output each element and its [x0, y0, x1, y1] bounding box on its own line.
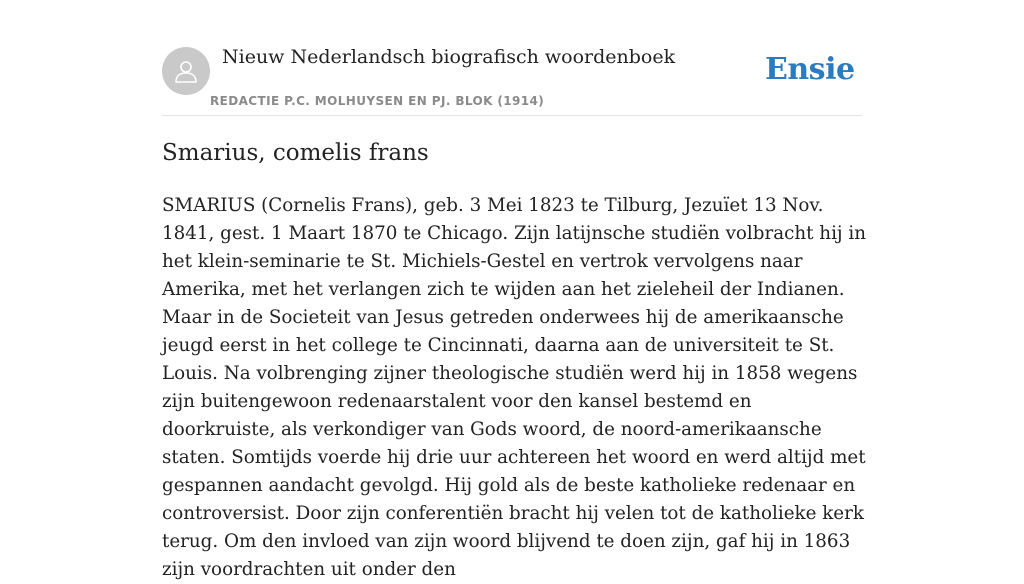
user-icon	[172, 57, 200, 85]
header-divider	[162, 115, 862, 116]
source-subtitle: REDACTIE P.C. MOLHUYSEN EN PJ. BLOK (1914)	[210, 94, 545, 108]
entry-body: SMARIUS (Cornelis Frans), geb. 3 Mei 1823 te Tilburg, Jezuïet 13 Nov. 1841, gest. 1 Maart 1870 te Chicago. Zijn latijnsche studiën volbracht hij in het klein-seminarie te St. Michiels-Gestel en vertrok vervolgens naar Amerika, met het verlangen zich te wijden aan het zieleheil der Indianen. Maar in de Societeit van Jesus getreden onderwees hij de amerikaansche jeugd eerst in het college te Cincinnati, daarna aan de universiteit te St. Louis. Na volbrenging zijner theologische studiën werd hij in 1858 wegens zijn buitengewoon redenaarstalent voor den kansel bestemd en doorkruiste, als verkondiger van Gods woord, de noord-amerikaansche staten. Somtijds voerde hij drie uur achtereen het woord en werd altijd met gespannen aandacht gevolgd. Hij gold als de beste katholieke redenaar en controversist. Door zijn conferentiën bracht hij velen tot de katholieke kerk terug. Om den invloed van zijn woord blijvend te doen zijn, gaf hij in 1863 zijn voordrachten uit onder den	[162, 195, 867, 580]
brand-logo[interactable]: Ensie	[765, 52, 855, 87]
source-title[interactable]: Nieuw Nederlandsch biografisch woordenboek	[222, 46, 676, 68]
entry-title: Smarius, comelis frans	[162, 140, 429, 166]
avatar[interactable]	[162, 47, 210, 95]
